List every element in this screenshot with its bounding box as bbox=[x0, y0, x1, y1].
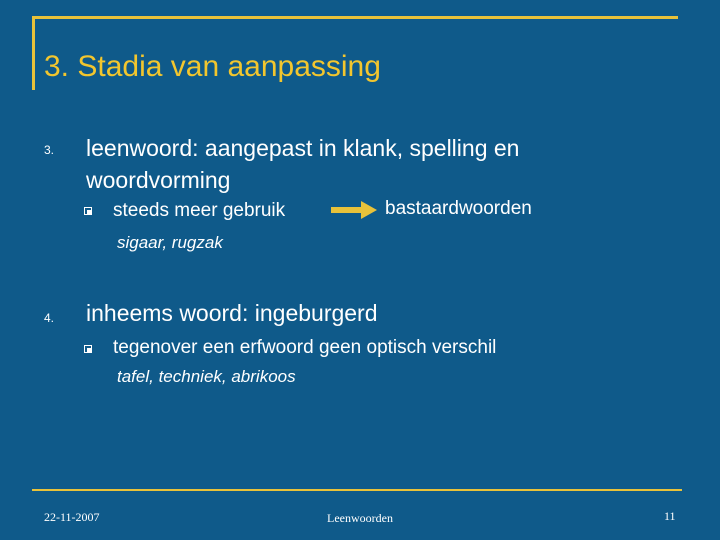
result-text: bastaardwoorden bbox=[385, 198, 532, 219]
item-text: leenwoord: aangepast in klank, spelling en woordvorming bbox=[86, 135, 520, 193]
square-bullet-icon bbox=[84, 345, 92, 353]
frame-top-line bbox=[32, 16, 678, 19]
footer-divider bbox=[32, 489, 682, 491]
example-text: sigaar, rugzak bbox=[117, 233, 223, 252]
slide-title: 3. Stadia van aanpassing bbox=[44, 50, 381, 83]
sub-item-text: tegenover een erfwoord geen optisch verschil bbox=[113, 337, 497, 358]
page-number: 11 bbox=[664, 509, 676, 523]
square-bullet-icon bbox=[84, 207, 92, 215]
footer-title: Leenwoorden bbox=[327, 511, 393, 525]
frame-left-line bbox=[32, 16, 35, 90]
arrow-right-icon bbox=[331, 200, 377, 220]
item-number: 4. bbox=[44, 311, 55, 325]
item-text: inheems woord: ingeburgerd bbox=[86, 300, 378, 326]
footer-date: 22-11-2007 bbox=[44, 510, 100, 524]
item-number: 3. bbox=[44, 143, 55, 157]
sub-item-text: steeds meer gebruik bbox=[113, 200, 286, 221]
example-text: tafel, techniek, abrikoos bbox=[117, 367, 296, 386]
